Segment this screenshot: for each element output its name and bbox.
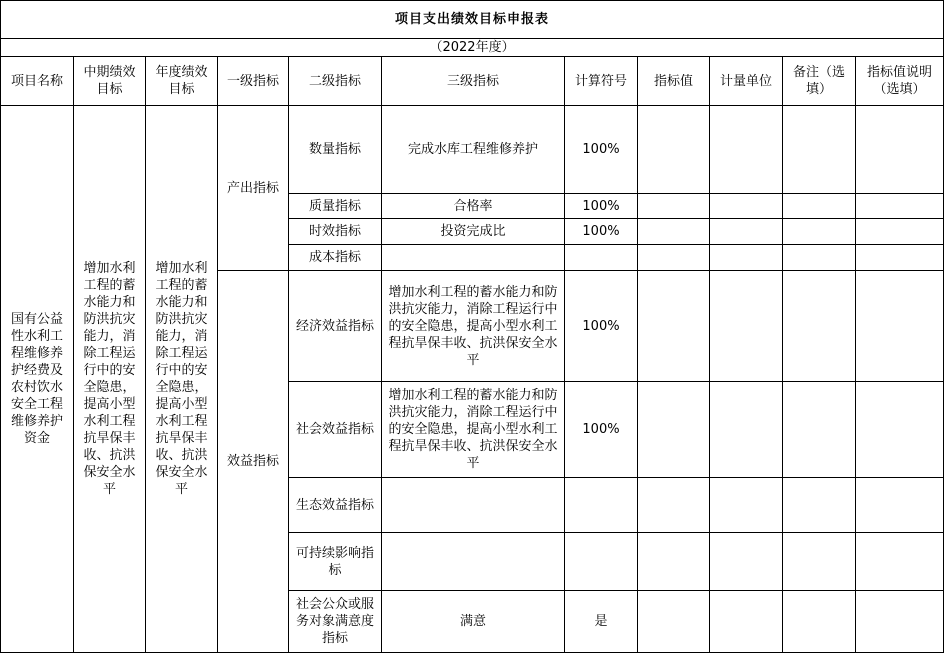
header-indicator-value: 指标值 — [638, 57, 710, 106]
row-unit — [710, 245, 783, 271]
row-level3: 投资完成比 — [382, 219, 565, 245]
annual-goal-cell: 增加水利工程的蓄水能力和防洪抗灾能力，消除工程运行中的安全隐患，提高小型水利工程抗旱保丰收、抗洪保安全水平 — [146, 106, 218, 653]
row-remark — [783, 245, 856, 271]
row-level3: 合格率 — [382, 194, 565, 219]
row-remark — [783, 271, 856, 382]
row-level2: 社会效益指标 — [289, 382, 382, 478]
row-calc: 100% — [565, 271, 638, 382]
row-indicator-value — [638, 245, 710, 271]
row-level3 — [382, 245, 565, 271]
header-level2: 二级指标 — [289, 57, 382, 106]
row-remark — [783, 591, 856, 653]
row-value-desc — [856, 194, 944, 219]
row-level3 — [382, 533, 565, 591]
row-level2: 生态效益指标 — [289, 478, 382, 533]
row-calc: 100% — [565, 106, 638, 194]
row-value-desc — [856, 271, 944, 382]
row-level3: 完成水库工程维修养护 — [382, 106, 565, 194]
row-indicator-value — [638, 219, 710, 245]
row-unit — [710, 382, 783, 478]
row-indicator-value — [638, 106, 710, 194]
row-level2: 质量指标 — [289, 194, 382, 219]
row-calc — [565, 478, 638, 533]
row-remark — [783, 382, 856, 478]
row-value-desc — [856, 591, 944, 653]
group-output: 产出指标 — [218, 106, 289, 271]
header-level1: 一级指标 — [218, 57, 289, 106]
header-level3: 三级指标 — [382, 57, 565, 106]
row-level2: 可持续影响指标 — [289, 533, 382, 591]
row-unit — [710, 194, 783, 219]
row-calc: 100% — [565, 382, 638, 478]
row-unit — [710, 219, 783, 245]
row-indicator-value — [638, 271, 710, 382]
row-unit — [710, 271, 783, 382]
row-level2: 时效指标 — [289, 219, 382, 245]
header-remark: 备注（选填） — [783, 57, 856, 106]
row-indicator-value — [638, 382, 710, 478]
year-label: （2022年度） — [1, 39, 944, 57]
header-unit: 计量单位 — [710, 57, 783, 106]
row-calc: 100% — [565, 194, 638, 219]
row-remark — [783, 478, 856, 533]
row-remark — [783, 533, 856, 591]
row-remark — [783, 106, 856, 194]
header-value-desc: 指标值说明（选填） — [856, 57, 944, 106]
row-indicator-value — [638, 194, 710, 219]
row-calc: 100% — [565, 219, 638, 245]
group-benefit: 效益指标 — [218, 271, 289, 653]
row-remark — [783, 219, 856, 245]
row-level2: 数量指标 — [289, 106, 382, 194]
header-project-name: 项目名称 — [1, 57, 74, 106]
row-indicator-value — [638, 478, 710, 533]
row-calc — [565, 533, 638, 591]
table-header-row — [1, 57, 944, 106]
page-title: 项目支出绩效目标申报表 — [1, 1, 944, 39]
header-mid-goal: 中期绩效目标 — [74, 57, 146, 106]
row-indicator-value — [638, 591, 710, 653]
row-calc — [565, 245, 638, 271]
row-remark — [783, 194, 856, 219]
row-value-desc — [856, 106, 944, 194]
row-level3: 增加水利工程的蓄水能力和防洪抗灾能力，消除工程运行中的安全隐患，提高小型水利工程抗旱保丰收、抗洪保安全水平 — [382, 271, 565, 382]
header-calc-symbol: 计算符号 — [565, 57, 638, 106]
row-level2: 社会公众或服务对象满意度指标 — [289, 591, 382, 653]
row-value-desc — [856, 478, 944, 533]
row-unit — [710, 106, 783, 194]
row-value-desc — [856, 382, 944, 478]
row-unit — [710, 478, 783, 533]
row-unit — [710, 533, 783, 591]
row-level2: 经济效益指标 — [289, 271, 382, 382]
row-level3: 满意 — [382, 591, 565, 653]
row-level3: 增加水利工程的蓄水能力和防洪抗灾能力，消除工程运行中的安全隐患，提高小型水利工程抗旱保丰收、抗洪保安全水平 — [382, 382, 565, 478]
row-calc: 是 — [565, 591, 638, 653]
project-name-cell: 国有公益性水利工程维修养护经费及农村饮水安全工程维修养护资金 — [1, 106, 74, 653]
row-value-desc — [856, 219, 944, 245]
row-indicator-value — [638, 533, 710, 591]
row-value-desc — [856, 245, 944, 271]
mid-goal-cell: 增加水利工程的蓄水能力和防洪抗灾能力，消除工程运行中的安全隐患，提高小型水利工程抗旱保丰收、抗洪保安全水平 — [74, 106, 146, 653]
header-annual-goal: 年度绩效目标 — [146, 57, 218, 106]
table-row — [1, 106, 944, 194]
row-value-desc — [856, 533, 944, 591]
row-level3 — [382, 478, 565, 533]
row-unit — [710, 591, 783, 653]
row-level2: 成本指标 — [289, 245, 382, 271]
